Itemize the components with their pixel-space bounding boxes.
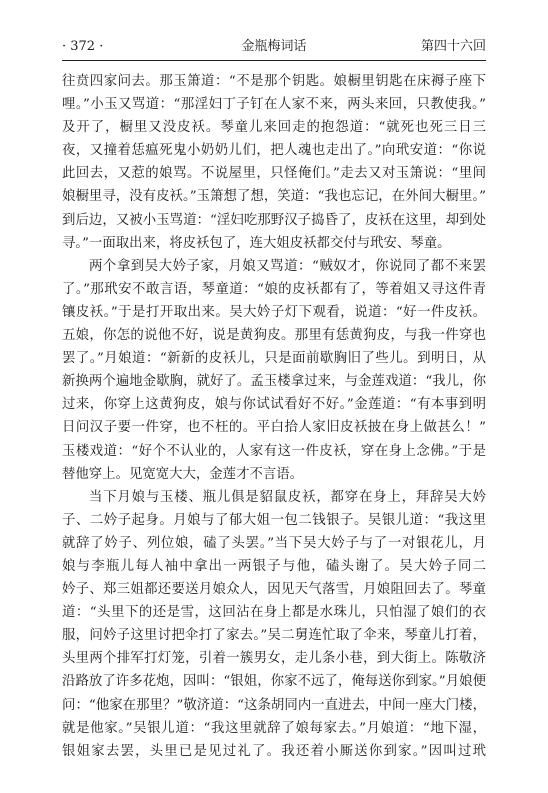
text-line: 哩。”小玉又骂道：“那淫妇丁子钉在人家不来，两头来回，只教使我。” — [62, 97, 486, 113]
book-title: 金瓶梅词话 — [241, 39, 307, 54]
text-line: 子、二妗子起身。月娘与了郁大姐一包二钱银子。吴银儿道：“我这里 — [62, 512, 486, 528]
text-line: 了。”那玳安不敢言语，琴童道：“娘的皮袄都有了，等着姐又寻这件青 — [62, 281, 486, 297]
text-line: 五娘，你怎的说他不好，说是黄狗皮。那里有恁黄狗皮，与我一件穿也 — [62, 328, 486, 344]
body-text — [62, 70, 486, 763]
page-header — [62, 36, 486, 58]
text-line: 道：“头里下的还是雪，这回沾在身上都是水珠儿，只怕湿了娘们的衣 — [62, 605, 486, 621]
text-line: 两个拿到吴大妗子家，月娘又骂道：“贼奴才，你说同了都不来罢 — [89, 258, 486, 274]
header-rule — [62, 60, 486, 61]
text-line: 服，问妗子这里讨把伞打了家去。”吴二舅连忙取了伞来，琴童儿打着， — [62, 628, 486, 644]
text-line: 替他穿上。见宽宽大大，金莲才不言语。 — [62, 466, 304, 482]
text-line: 沿路放了许多花炮，因叫：“银姐，你家不远了，俺每送你到家。”月娘便 — [62, 674, 486, 690]
text-line: 头里两个排军打灯笼，引着一簇男女，走儿条小巷，到大街上。陈敬济 — [62, 651, 486, 667]
text-line: 新换两个遍地金歇胸，就好了。孟玉楼拿过来，与金莲戏道：“我儿，你 — [62, 374, 486, 390]
text-line: 镶皮袄。”于是打开取出来。吴大妗子灯下观看，说道：“好一件皮袄。 — [62, 304, 486, 320]
text-line: 妗子、郑三姐都还要送月娘众人，因见天气落雪，月娘阻回去了。琴童 — [62, 582, 486, 598]
text-line: 银姐家去罢，头里已是见过礼了。我还着小厮送你到家。”因叫过玳 — [62, 743, 486, 759]
text-line: 到后边，又被小玉骂道：“淫妇吃那野汉子捣昏了，皮袄在这里，却到处 — [62, 212, 486, 228]
text-line: 问：“他家在那里？”敬济道：“这条胡同内一直进去，中间一座大门楼， — [62, 697, 486, 713]
text-line: 寻。”一面取出来，将皮袄包了，连大姐皮袄都交付与玳安、琴童。 — [62, 235, 451, 251]
text-line: 及开了，橱里又没皮袄。琴童儿来回走的抱怨道：“就死也死三日三 — [62, 120, 486, 136]
text-line: 此回去，又惹的娘骂。不说屋里，只怪俺们。”走去又对玉箫说：“里间 — [62, 166, 486, 182]
text-line: 罢了。”月娘道：“新新的皮袄儿，只是面前歇胸旧了些儿。到明日，从 — [62, 351, 486, 367]
page-number: · 372 · — [62, 39, 104, 54]
chapter-title: 第四十六回 — [420, 39, 486, 54]
text-line: 日问汉子要一件穿，也不枉的。平白拾人家旧皮袄披在身上做甚么！” — [62, 420, 486, 436]
text-line: 过来，你穿上这黄狗皮，娘与你试试看好不好。”金莲道：“有本事到明 — [62, 397, 486, 413]
text-line: 娘与李瓶儿每人袖中拿出一两银子与他，磕头谢了。吴大妗子同二 — [62, 558, 486, 574]
text-line: 玉楼戏道：“好个不认业的，人家有这一件皮袄，穿在身上念佛。”于是 — [62, 443, 486, 459]
text-line: 娘橱里寻，没有皮袄。”玉箫想了想，笑道：“我也忘记，在外间大橱里。” — [62, 189, 486, 205]
text-line: 往贲四家问去。那玉箫道：“不是那个钥匙。娘橱里钥匙在床褥子座下 — [62, 74, 486, 89]
text-line: 就辞了妗子、列位娘，磕了头罢。”当下吴大妗子与了一对银花儿，月 — [62, 535, 486, 551]
text-line: 夜，又撞着恁瘟死鬼小奶奶儿们，把人魂也走出了。”向玳安道：“你说 — [62, 143, 486, 159]
text-line: 当下月娘与玉楼、瓶儿俱是貂鼠皮袄，都穿在身上，拜辞吴大妗 — [89, 489, 486, 505]
text-line: 就是他家。”吴银儿道：“我这里就辞了娘每家去。”月娘道：“地下湿， — [62, 720, 486, 736]
